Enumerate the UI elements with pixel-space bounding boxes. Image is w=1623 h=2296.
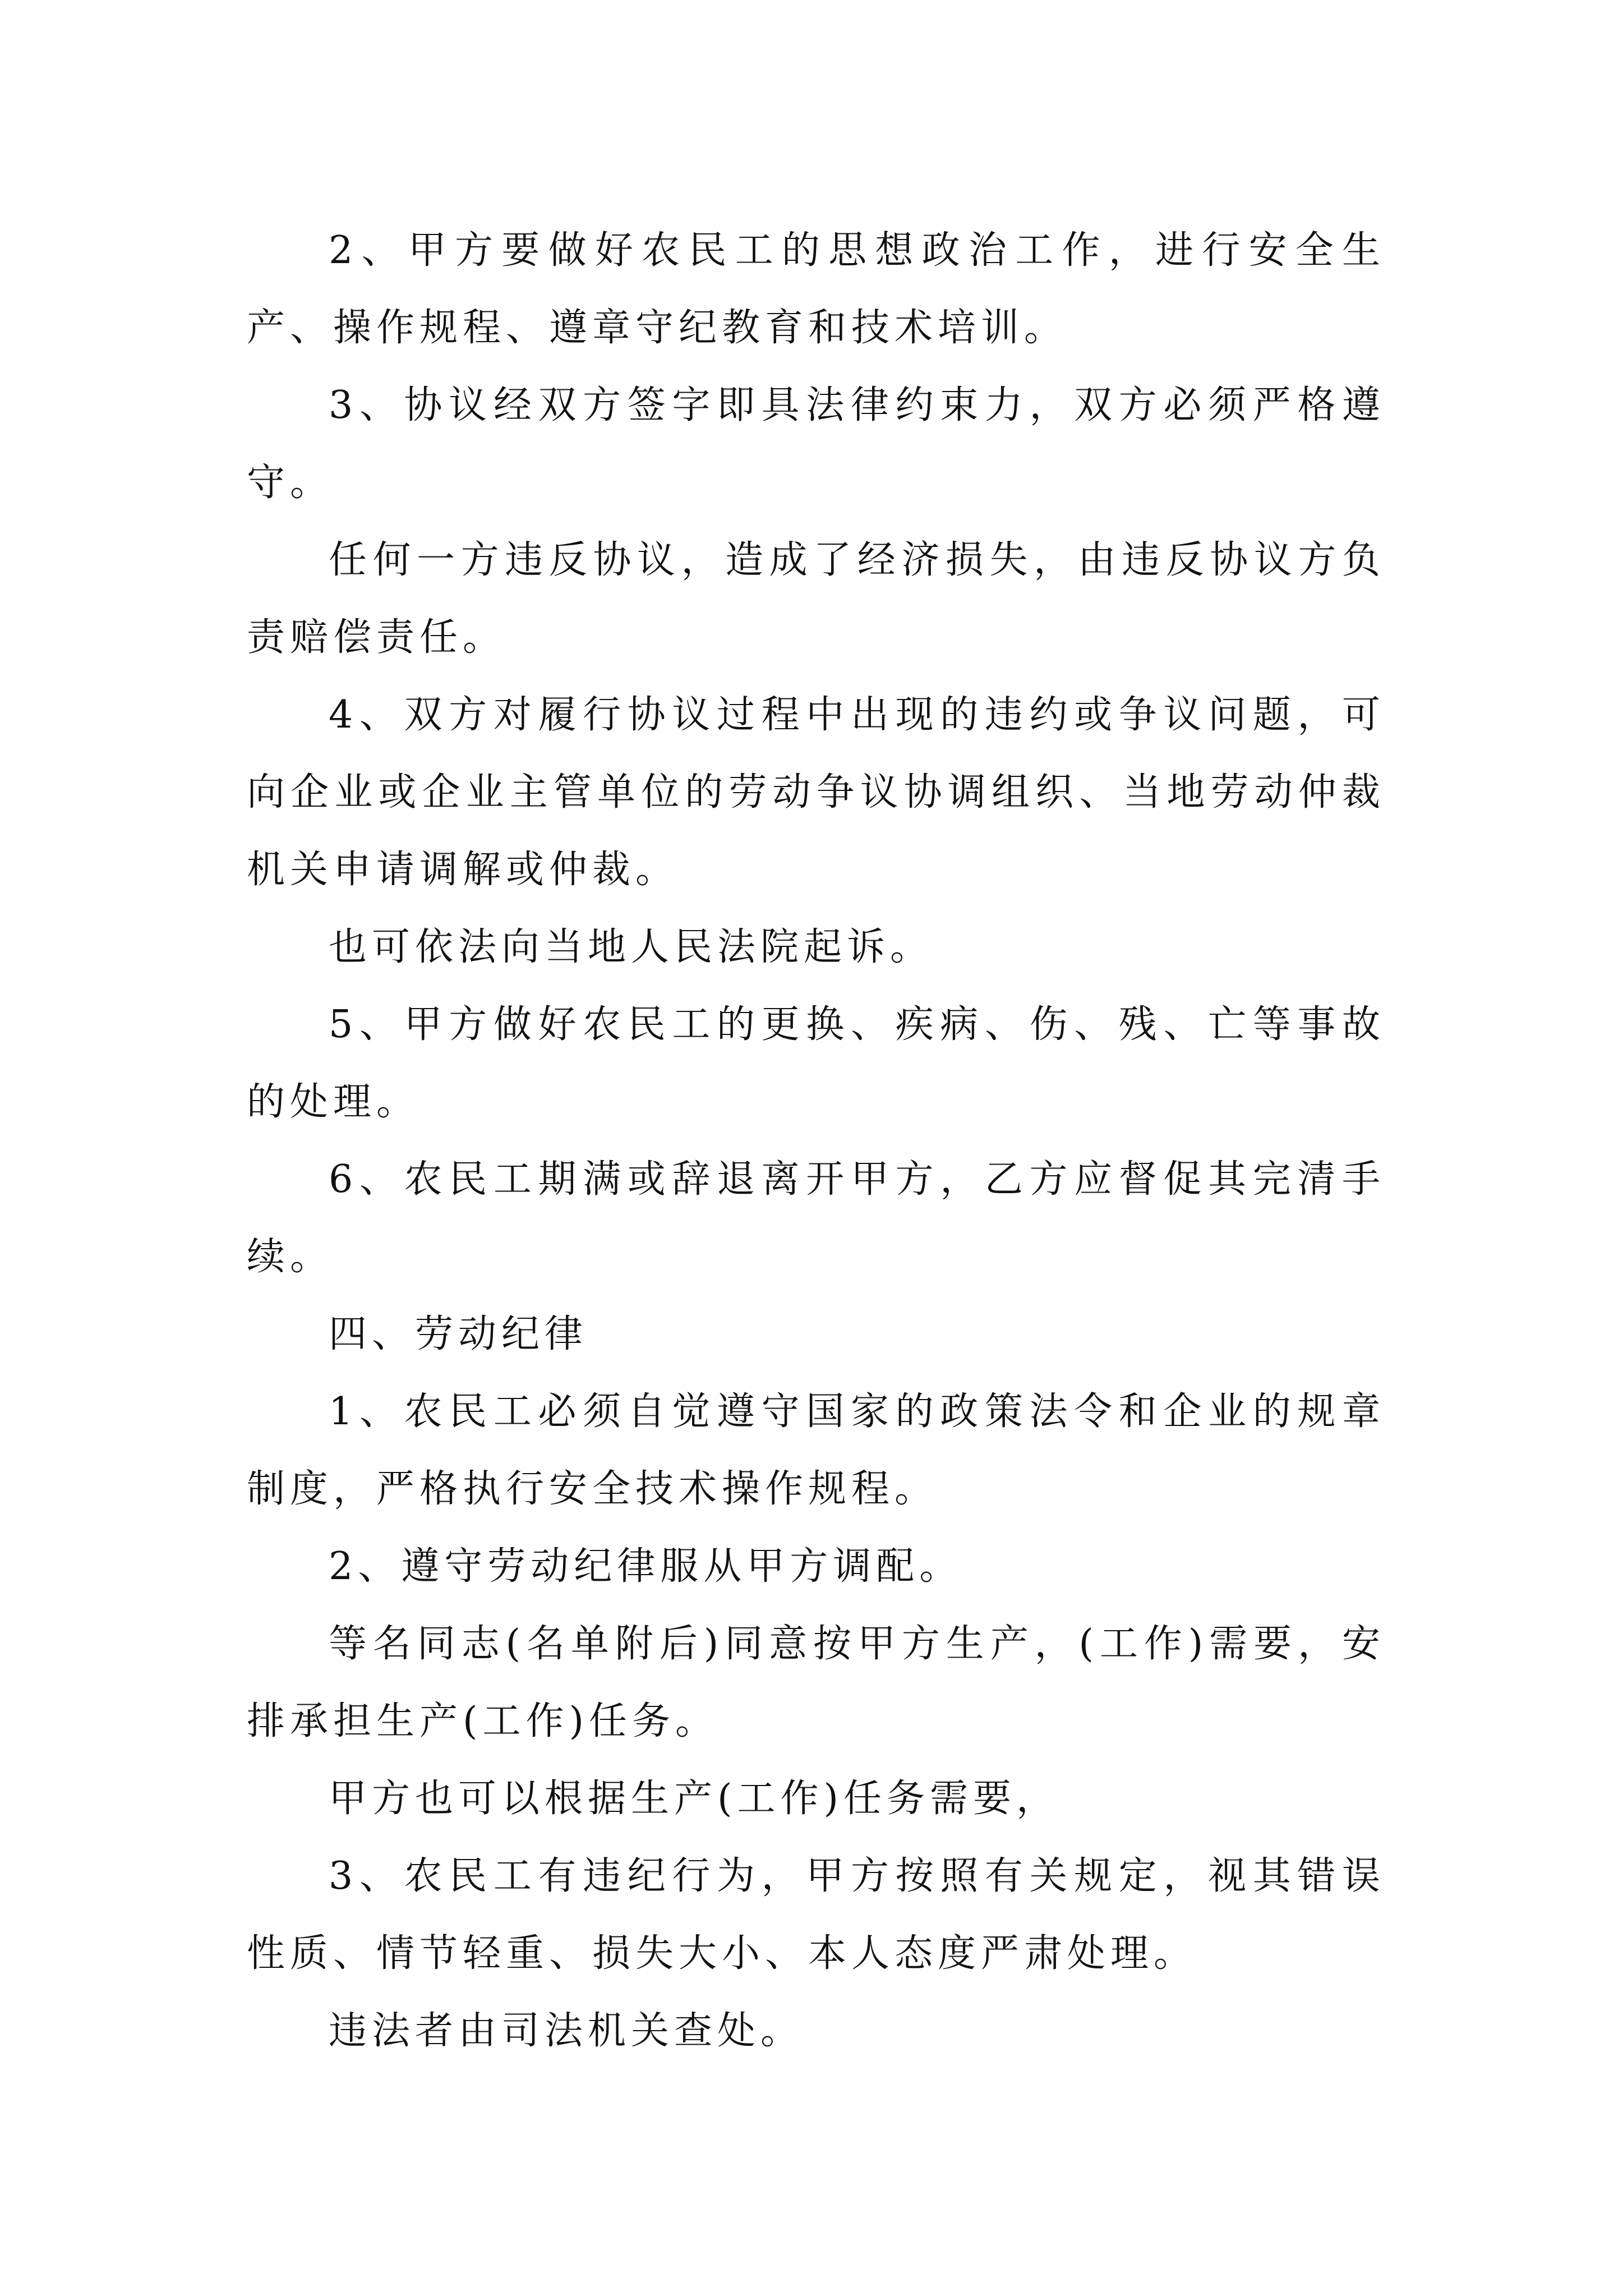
paragraph: 5、甲方做好农民工的更换、疾病、伤、残、亡等事故的处理。 [247,1002,1385,1124]
paragraph: 也可依法向当地人民法院起诉。 [329,925,934,969]
paragraph: 2、遵守劳动纪律服从甲方调配。 [329,1544,963,1589]
paragraph: 1、农民工必须自觉遵守国家的政策法令和企业的规章制度，严格执行安全技术操作规程。 [247,1389,1385,1511]
paragraph: 任何一方违反协议，造成了经济损失，由违反协议方负责赔偿责任。 [247,538,1385,660]
paragraph: 3、农民工有违纪行为，甲方按照有关规定，视其错误性质、情节轻重、损失大小、本人态度严肃处理。 [247,1854,1385,1976]
paragraph: 2、甲方要做好农民工的思想政治工作，进行安全生产、操作规程、遵章守纪教育和技术培训。 [247,228,1385,350]
paragraph: 4、双方对履行协议过程中出现的违约或争议问题，可向企业或企业主管单位的劳动争议协调组织、当地劳动仲裁机关申请调解或仲裁。 [247,693,1385,892]
paragraph: 甲方也可以根据生产(工作)任务需要， [329,1777,1060,1821]
section-heading: 四、劳动纪律 [329,1312,588,1356]
paragraph: 等名同志(名单附后)同意按甲方生产，(工作)需要，安排承担生产(工作)任务。 [247,1622,1385,1743]
paragraph: 违法者由司法机关查处。 [329,2009,804,2053]
paragraph: 6、农民工期满或辞退离开甲方，乙方应督促其完清手续。 [247,1157,1385,1279]
document-body [247,212,1385,2070]
paragraph: 3、协议经双方签字即具法律约束力，双方必须严格遵守。 [247,383,1385,505]
